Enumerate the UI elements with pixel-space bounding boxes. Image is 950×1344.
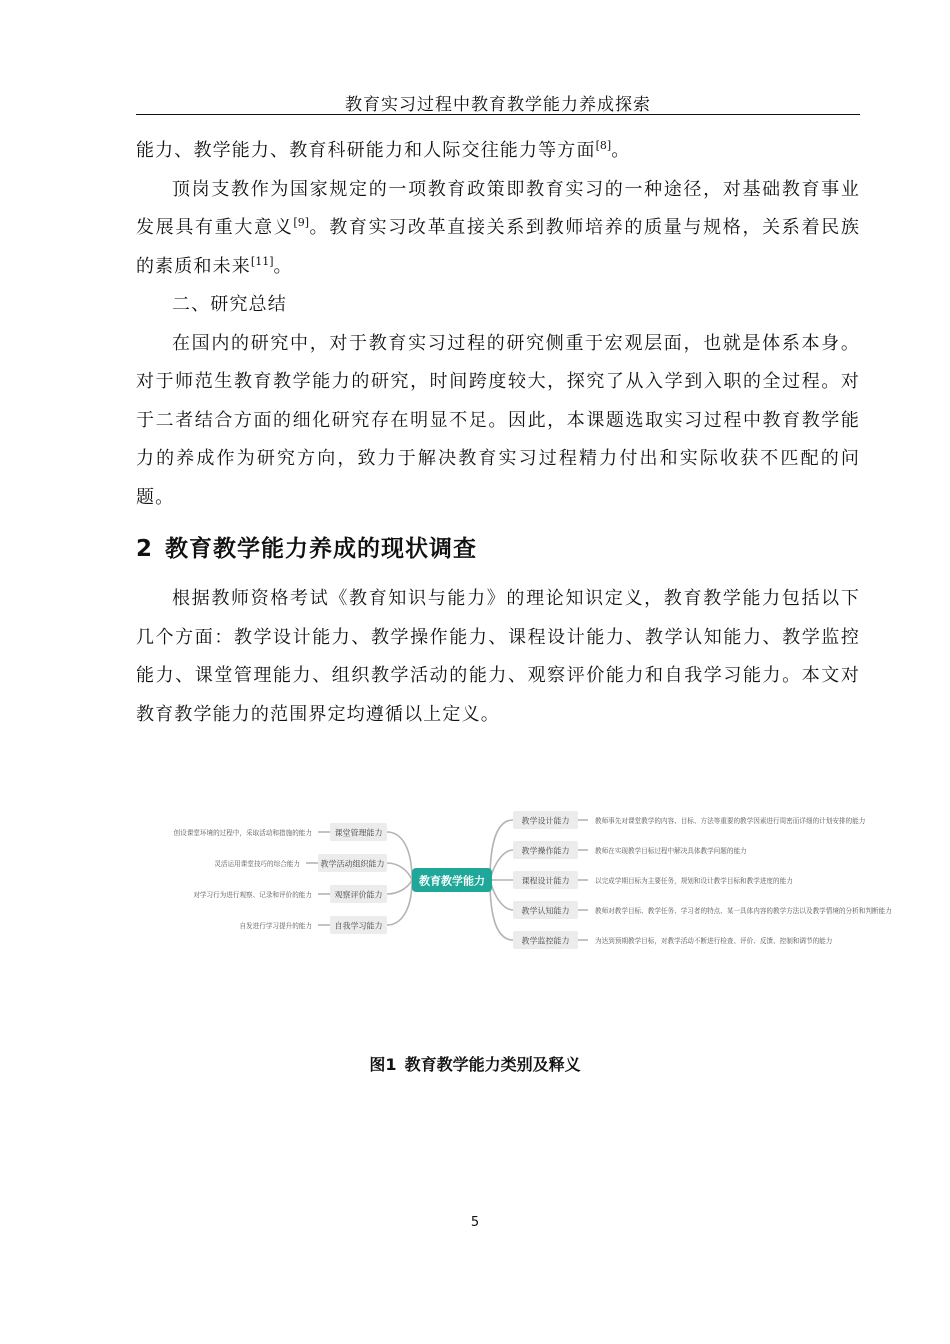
paragraph-2-end: 。 — [273, 255, 293, 277]
page-number: 5 — [470, 1215, 480, 1230]
right-node-3-label: 课程设计能力 — [521, 876, 570, 886]
left-node-4 — [239, 916, 387, 934]
left-node-2-desc: 灵活运用课堂技巧的综合能力 — [214, 860, 300, 868]
connector-left-2 — [387, 863, 412, 880]
paragraph-2 — [136, 171, 860, 287]
figure-caption — [0, 1052, 950, 1075]
right-node-2-label: 教学操作能力 — [521, 846, 570, 856]
right-node-5-desc: 为达到预期教学目标，对教学活动不断进行检查、评价、反馈、控制和调节的能力 — [595, 937, 833, 945]
paragraph-3: 在国内的研究中，对于教育实习过程的研究侧重于宏观层面，也就是体系本身。对于师范生教育教学能力的研究，时间跨度较大，探究了从入学到入职的全过程。对于二者结合方面的细化研究存在明显不足。因此，本课题选取实习过程中教育教学能力的养成作为研究方向，致力于解决教育实习过程精力付出和实际收获不匹配的问题。 — [136, 332, 860, 508]
body-text-section-2 — [136, 580, 860, 734]
connector-right-4 — [490, 880, 513, 910]
citation-11: [11] — [250, 254, 274, 268]
mindmap-left-branches — [174, 823, 387, 934]
connector-left-4 — [387, 880, 412, 925]
section-2-number: 2 — [136, 536, 154, 562]
section-2-heading — [136, 530, 477, 563]
right-node-1 — [513, 811, 865, 829]
header-rule — [136, 114, 860, 115]
right-node-4-label: 教学认知能力 — [521, 906, 570, 916]
right-node-3-desc: 以完成学期目标为主要任务，规划和设计教学目标和教学进度的能力 — [595, 877, 793, 885]
right-node-5-label: 教学监控能力 — [521, 936, 570, 946]
subheading-research-summary: 二、研究总结 — [172, 294, 287, 315]
body-text-top — [136, 132, 860, 517]
center-node-label: 教育教学能力 — [419, 874, 485, 888]
left-node-2 — [214, 854, 387, 872]
left-node-4-desc: 自发进行学习提升的能力 — [239, 922, 312, 930]
section-2-title: 教育教学能力养成的现状调查 — [165, 536, 478, 562]
right-node-1-desc: 教师事先对课堂教学的内容、目标、方法等重要的教学因素进行周密而详细的计划安排的能力 — [595, 817, 866, 825]
paragraph-section-2: 根据教师资格考试《教育知识与能力》的理论知识定义，教育教学能力包括以下几个方面：教学设计能力、教学操作能力、课程设计能力、教学认知能力、教学监控能力、课堂管理能力、组织教学活动的能力、观察评价能力和自我学习能力。本文对教育教学能力的范围界定均遵循以上定义。 — [136, 588, 860, 725]
figure-number: 图1 — [369, 1055, 397, 1074]
right-node-2-desc: 教师在实现教学目标过程中解决具体教学问题的能力 — [595, 847, 747, 855]
right-node-5 — [513, 931, 832, 949]
left-node-3 — [193, 885, 387, 903]
paragraph-2-text-a: 顶岗支教作为国家规定的一项教育政策即教育实习的一种途径，对基础教育事业发展具有重大意义 — [136, 178, 860, 238]
connector-right-2 — [490, 850, 513, 880]
paragraph-1 — [136, 132, 860, 171]
left-node-1-desc: 创设课堂环境的过程中，采取活动和措施的能力 — [173, 829, 312, 837]
mindmap-right-branches — [513, 811, 892, 949]
mindmap-center-node — [412, 868, 492, 892]
right-node-4 — [513, 901, 892, 919]
right-node-3 — [513, 871, 793, 889]
right-node-1-label: 教学设计能力 — [521, 816, 570, 826]
left-node-1 — [174, 823, 387, 841]
right-node-2 — [513, 841, 747, 859]
left-node-4-label: 自我学习能力 — [334, 921, 383, 931]
mindmap-figure — [0, 780, 950, 980]
paragraph-2-text-b: 。教育实习改革直接关系到教师培养的质量与规格，关系着民族的素质和未来 — [136, 217, 860, 277]
left-node-2-label: 教学活动组织能力 — [320, 859, 385, 869]
citation-8: [8] — [595, 139, 612, 152]
left-node-3-desc: 对学习行为进行观察、记录和评价的能力 — [193, 891, 312, 899]
page-header-title: 教育实习过程中教育教学能力养成探索 — [345, 95, 651, 115]
connector-left-3 — [387, 880, 412, 894]
left-node-1-label: 课堂管理能力 — [334, 828, 383, 838]
citation-9: [9] — [293, 216, 310, 229]
paragraph-1-end: 。 — [611, 140, 631, 161]
left-node-3-label: 观察评价能力 — [334, 890, 383, 900]
right-node-4-desc: 教师对教学目标、教学任务、学习者的特点、某一具体内容的教学方法以及教学情境的分析和判断能力 — [595, 907, 892, 915]
paragraph-1-text: 能力、教学能力、教育科研能力和人际交往能力等方面 — [136, 140, 596, 161]
figure-caption-text: 教育教学能力类别及释义 — [404, 1055, 581, 1074]
